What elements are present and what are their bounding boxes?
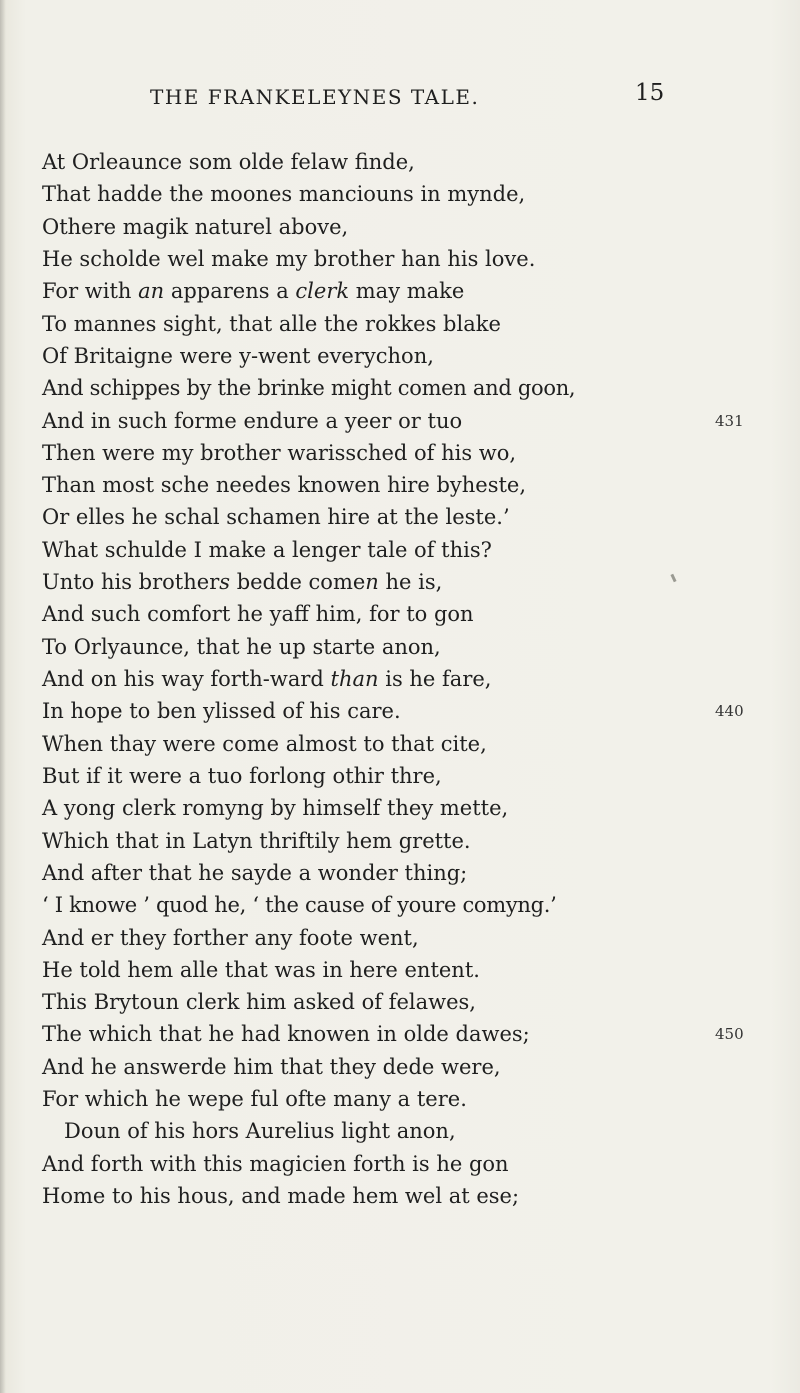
verse-line xyxy=(42,1051,762,1083)
verse-line xyxy=(42,760,762,792)
verse-line-text xyxy=(42,505,510,529)
line-number: 440 xyxy=(715,702,744,721)
text-run: A yong clerk romyng by himself they mette, xyxy=(42,796,509,821)
italic-word: n xyxy=(365,570,379,595)
text-run: What schulde I make a lenger tale of this? xyxy=(42,537,492,562)
text-run: But if it were a tuo forlong othir thre, xyxy=(42,763,442,788)
text-run: Doun of his hors Aurelius light anon, xyxy=(64,1119,456,1144)
verse-line-text xyxy=(42,376,575,400)
text-run: When thay were come almost to that cite, xyxy=(42,731,487,756)
verse-line-text xyxy=(42,215,348,239)
verse-line-text xyxy=(42,344,434,368)
text-run: Othere magik naturel above, xyxy=(42,214,349,239)
verse-line-text xyxy=(42,473,526,497)
verse-line-text xyxy=(42,699,401,723)
verse-text xyxy=(42,146,762,1212)
italic-word: s xyxy=(219,570,231,595)
text-run: Then were my brother warissched of his wo, xyxy=(42,440,517,465)
italic-word: clerk xyxy=(295,279,350,304)
verse-line-text xyxy=(42,667,491,691)
text-run: And schippes by the brinke might comen and goon, xyxy=(42,376,576,401)
verse-line-text xyxy=(42,926,419,950)
verse-line xyxy=(42,889,762,921)
verse-line xyxy=(42,1180,762,1212)
text-run: At Orleaunce som olde felaw finde, xyxy=(42,150,415,174)
verse-line xyxy=(42,308,762,340)
verse-line xyxy=(42,501,762,533)
page-number: 15 xyxy=(635,80,665,106)
verse-line xyxy=(42,1148,762,1180)
verse-line xyxy=(42,857,762,889)
text-run: For with xyxy=(42,279,139,304)
text-run: That hadde the moones manciouns in mynde, xyxy=(42,182,526,207)
verse-line xyxy=(42,340,762,372)
verse-line-text xyxy=(42,1022,530,1046)
text-run: is he fare, xyxy=(378,667,492,691)
verse-line-text xyxy=(42,441,516,465)
text-run: And forth with this magicien forth is he gon xyxy=(42,1151,509,1176)
text-run: And in such forme endure a yeer or tuo xyxy=(42,408,463,433)
verse-line-text xyxy=(42,1055,501,1079)
verse-line-text xyxy=(42,182,525,206)
verse-line xyxy=(42,1083,762,1115)
verse-line xyxy=(42,146,762,178)
italic-word: an xyxy=(138,279,165,304)
verse-line xyxy=(42,954,762,986)
verse-line xyxy=(42,437,762,469)
text-run: Unto his brother xyxy=(42,570,220,595)
text-run: In hope to ben ylissed of his care. xyxy=(42,699,401,724)
verse-line xyxy=(42,372,762,404)
verse-line xyxy=(42,922,762,954)
text-run: And such comfort he yaff him, for to gon xyxy=(42,602,474,627)
verse-line xyxy=(42,469,762,501)
verse-line xyxy=(42,243,762,275)
text-run: Or elles he schal schamen hire at the leste.’ xyxy=(42,505,510,530)
verse-line-text xyxy=(42,247,535,271)
text-run: This Brytoun clerk him asked of felawes, xyxy=(42,990,476,1015)
text-run: Than most sche needes knowen hire byheste, xyxy=(42,473,527,498)
line-number: 450 xyxy=(715,1025,744,1044)
verse-line xyxy=(42,728,762,760)
verse-line-text xyxy=(42,602,474,626)
verse-line-text xyxy=(42,635,441,659)
verse-line xyxy=(42,598,762,630)
verse-line xyxy=(42,1018,762,1050)
verse-line-text xyxy=(42,409,462,433)
verse-line xyxy=(42,178,762,210)
text-run: To Orlyaunce, that he up starte anon, xyxy=(42,634,441,659)
verse-line-text xyxy=(42,732,487,756)
verse-line-text xyxy=(42,1087,467,1111)
verse-line-text xyxy=(42,1152,509,1176)
verse-line xyxy=(42,534,762,566)
italic-word: than xyxy=(330,667,379,691)
verse-line xyxy=(42,663,762,695)
text-run: bedde come xyxy=(230,570,366,595)
verse-line-text xyxy=(42,570,442,594)
line-number: 431 xyxy=(715,411,744,430)
verse-line-text xyxy=(42,538,492,562)
text-run: And he answerde him that they dede were, xyxy=(42,1054,501,1079)
verse-line xyxy=(42,405,762,437)
text-run: may make xyxy=(349,279,465,304)
text-run: To mannes sight, that alle the rokkes blake xyxy=(42,311,501,336)
verse-line-text xyxy=(42,312,501,336)
verse-line-text xyxy=(42,796,508,820)
verse-line xyxy=(42,986,762,1018)
text-run: He told hem alle that was in here entent. xyxy=(42,957,480,982)
text-run: Home to his hous, and made hem wel at ese; xyxy=(42,1184,520,1208)
verse-line-text xyxy=(64,1119,456,1143)
text-run: Which that in Latyn thriftily hem grette. xyxy=(42,828,471,853)
text-run: Of Britaigne were y-went everychon, xyxy=(42,343,434,368)
text-run: apparens a xyxy=(164,279,296,304)
verse-line xyxy=(42,825,762,857)
verse-line xyxy=(42,1115,762,1147)
verse-line-text xyxy=(42,150,415,174)
verse-line-text xyxy=(42,990,476,1014)
text-run: And er they forther any foote went, xyxy=(42,925,419,950)
verse-line xyxy=(42,792,762,824)
verse-line xyxy=(42,631,762,663)
verse-line xyxy=(42,566,762,598)
text-run: And on his way forth-ward xyxy=(42,667,331,691)
running-title: THE FRANKELEYNES TALE. xyxy=(150,85,480,109)
text-run: he is, xyxy=(378,570,443,595)
gutter-shadow xyxy=(0,0,6,1393)
text-run: And after that he sayde a wonder thing; xyxy=(42,860,468,885)
verse-line-text xyxy=(42,829,471,853)
verse-line-text xyxy=(42,958,480,982)
text-run: The which that he had knowen in olde dawes; xyxy=(42,1022,530,1047)
verse-line xyxy=(42,695,762,727)
verse-line-text xyxy=(42,893,557,917)
verse-line-text xyxy=(42,861,467,885)
text-run: ‘ I knowe ’ quod he, ‘ the cause of youre comyng.’ xyxy=(42,893,557,918)
verse-line xyxy=(42,211,762,243)
text-run: He scholde wel make my brother han his love. xyxy=(42,246,536,271)
text-run: For which he wepe ful ofte many a tere. xyxy=(42,1087,467,1112)
verse-line xyxy=(42,275,762,307)
verse-line-text xyxy=(42,279,464,303)
verse-line-text xyxy=(42,764,442,788)
verse-line-text xyxy=(42,1184,519,1208)
